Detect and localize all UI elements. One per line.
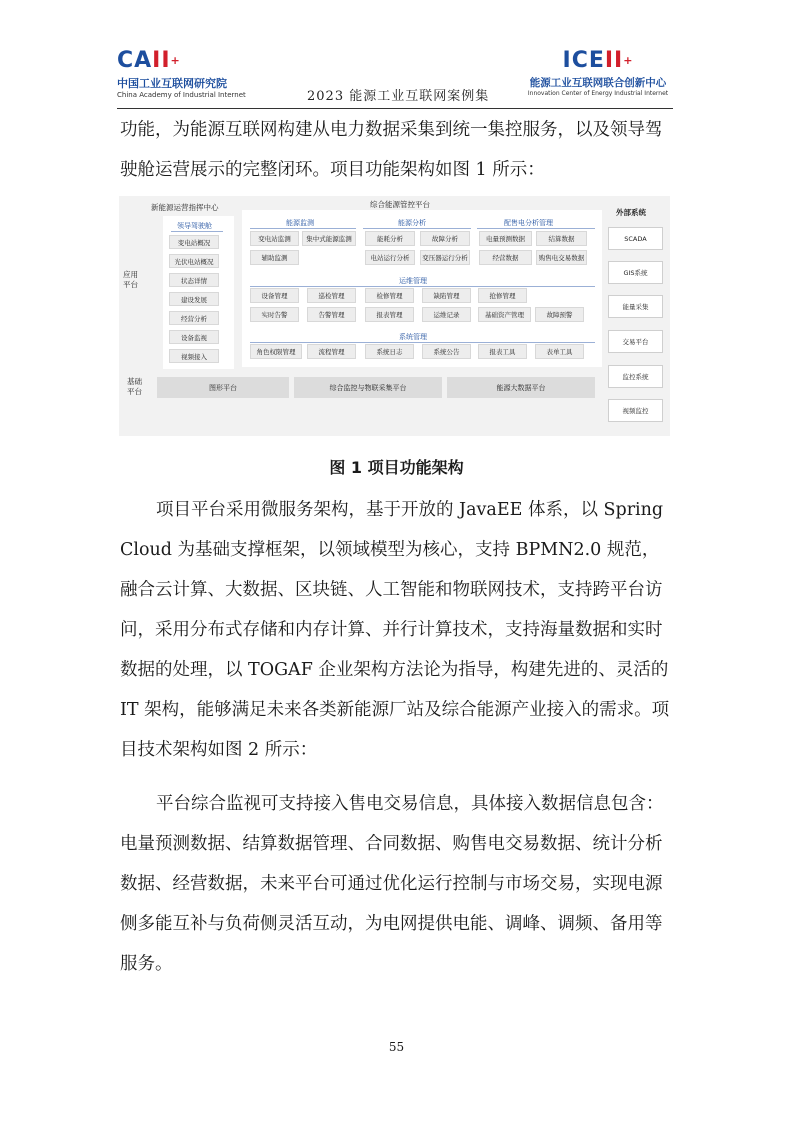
left-platform-title: 新能源运营指挥中心 (151, 203, 219, 212)
energy-analysis-item: 能耗分析 (365, 231, 415, 246)
power-sales-item: 购售电交易数据 (536, 250, 587, 265)
system-item: 表单工具 (535, 344, 584, 359)
caii-name-en: China Academy of Industrial Internet (117, 91, 246, 99)
paragraph-tech-architecture: 项目平台采用微服务架构，基于开放的 JavaEE 体系，以 Spring Cloud 为基础支撑框架，以领域模型为核心，支持 BPMN2.0 规范，融合云计算、大数据、区块链、人工智能和物联网技术，支持跨平台访问，采用分布式存储和内存计算、并行计算技术，支持海量数据和实时数据的处理，以 TOGAF 企业架构方法论为指导，构建先进的、灵活的 IT 架构，能够满足未来各类新能源厂站及综合能源产业接入的需求。项目技术架构如图 2 所示： (120, 500, 670, 760)
system-item: 系统日志 (365, 344, 414, 359)
caii-name-cn: 中国工业互联网研究院 (117, 77, 227, 90)
external-system-item: 能量采集 (608, 295, 663, 318)
energy-analysis-title: 能源分析 (398, 219, 426, 227)
system-item: 系统公告 (422, 344, 471, 359)
figure-caption: 图 1 项目功能架构 (329, 458, 464, 477)
architecture-figure (119, 196, 670, 436)
paragraph-intro: 功能，为能源互联网构建从电力数据采集到统一集控服务，以及领导驾驶舱运营展示的完整闭环。项目功能架构如图 1 所示： (120, 120, 663, 180)
cockpit-item: 变电站概况 (169, 235, 219, 249)
base-platform-item: 能源大数据平台 (447, 377, 595, 398)
ops-item: 基础资产管理 (478, 307, 531, 322)
power-sales-item: 结算数据 (536, 231, 587, 246)
ops-item: 报表管理 (365, 307, 414, 322)
base-platform-item: 综合监控与物联采集平台 (294, 377, 442, 398)
cockpit-item: 设备监视 (169, 330, 219, 344)
external-system-item: SCADA (608, 227, 663, 250)
cockpit-item: 视频接入 (169, 349, 219, 363)
iceii-logo: ICEII+ 能源工业互联网联合创新中心 Innovation Center of Energy Industrial Internet (523, 50, 673, 97)
ops-item: 运维记录 (422, 307, 471, 322)
energy-monitor-title: 能源监测 (286, 219, 314, 227)
external-system-item: 视频监控 (608, 399, 663, 422)
energy-monitor-item: 辅助监测 (250, 250, 299, 265)
power-sales-item: 经营数据 (479, 250, 532, 265)
energy-analysis-item: 故障分析 (420, 231, 470, 246)
cockpit-title: 领导驾驶舱 (177, 222, 212, 230)
ops-item: 故障预警 (535, 307, 584, 322)
center-platform-title: 综合能源管控平台 (370, 200, 430, 209)
ops-title: 运维管理 (399, 277, 427, 285)
base-layer-label: 基础 平台 (127, 377, 142, 396)
page-header (117, 50, 673, 108)
energy-monitor-item: 集中式能源监测 (302, 231, 356, 246)
cockpit-item: 光伏电站概况 (169, 254, 219, 268)
system-item: 角色权限管理 (250, 344, 302, 359)
caii-logo: CAII+ 中国工业互联网研究院 China Academy of Industrial Internet (117, 50, 257, 99)
ops-item: 设备管理 (250, 288, 299, 303)
paragraph-monitoring: 平台综合监视可支持接入售电交易信息，具体接入数据信息包含：电量预测数据、结算数据管理、合同数据、购售电交易数据、统计分析数据、经营数据，未来平台可通过优化运行控制与市场交易，实现电源侧多能互补与负荷侧灵活互动，为电网提供电能、调峰、调频、备用等服务。 (120, 794, 664, 974)
external-systems-title: 外部系统 (616, 208, 646, 217)
ops-item: 检修管理 (365, 288, 414, 303)
ops-item: 告警管理 (307, 307, 356, 322)
ops-item: 缺陷管理 (422, 288, 471, 303)
system-item: 流程管理 (307, 344, 356, 359)
app-layer-label: 应用 平台 (123, 270, 138, 289)
energy-analysis-item: 电站运行分析 (365, 250, 415, 265)
iceii-name-cn: 能源工业互联网联合创新中心 (529, 77, 667, 89)
page-number: 55 (388, 1040, 405, 1054)
iceii-name-en: Innovation Center of Energy Industrial Internet (527, 90, 669, 97)
cockpit-item: 状态详情 (169, 273, 219, 287)
cockpit-item: 建设发展 (169, 292, 219, 306)
book-title: 2023 能源工业互联网案例集 (307, 89, 490, 104)
power-sales-title: 配售电分析管理 (504, 219, 553, 227)
external-system-item: 监控系统 (608, 365, 663, 388)
header-rule (117, 108, 673, 109)
energy-analysis-item: 变压器运行分析 (420, 250, 470, 265)
system-item: 报表工具 (478, 344, 527, 359)
power-sales-item: 电量预测数据 (479, 231, 532, 246)
ops-item: 巡检管理 (307, 288, 356, 303)
base-platform-item: 图形平台 (157, 377, 289, 398)
external-system-item: 交易平台 (608, 330, 663, 353)
external-system-item: GIS系统 (608, 261, 663, 284)
system-title: 系统管理 (399, 333, 427, 341)
ops-item: 抢修管理 (478, 288, 527, 303)
ops-item: 实时告警 (250, 307, 299, 322)
energy-monitor-item: 变电站监测 (250, 231, 299, 246)
cockpit-item: 经营分析 (169, 311, 219, 325)
